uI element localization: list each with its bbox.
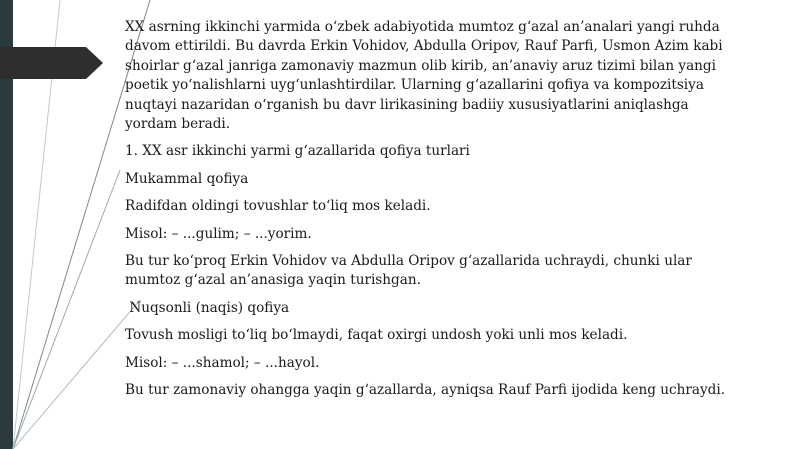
rhyme-example: Misol: – ...shamol; – ...hayol. <box>125 354 320 371</box>
intro-line: davom ettirildi. Bu davrda Erkin Vohidov, Abdulla Oripov, Rauf Parfi, Usmon Azim kabi <box>125 38 723 55</box>
note-line: Bu tur koʻproq Erkin Vohidov va Abdulla Oripov gʻazallarida uchraydi, chunki ular <box>125 253 692 270</box>
arrow-shape <box>0 47 103 79</box>
intro-paragraph <box>125 18 755 134</box>
rhyme-type-definition: Radifdan oldingi tovushlar toʻliq mos keladi. <box>125 198 431 215</box>
intro-line: XX asrning ikkinchi yarmida oʻzbek adabiyotida mumtoz gʻazal an’analari yangi ruhda <box>125 19 720 35</box>
intro-line: shoirlar gʻazal janriga zamonaviy mazmun olib kirib, an’anaviy aruz tizimi bilan yangi <box>125 57 716 74</box>
section-title: 1. XX asr ikkinchi yarmi gʻazallarida qofiya turlari <box>125 143 470 160</box>
slide-content <box>125 18 755 401</box>
rhyme-note: Bu tur zamonaviy ohangga yaqin gʻazallarda, ayniqsa Rauf Parfi ijodida keng uchraydi. <box>125 382 726 399</box>
intro-line: yordam beradi. <box>125 116 231 133</box>
intro-line: nuqtayi nazaridan oʻrganish bu davr lirikasining badiiy xususiyatlarini aniqlashga <box>125 96 689 113</box>
rhyme-example: Misol: – ...gulim; – ...yorim. <box>125 225 312 242</box>
deco-line-2 <box>13 170 120 449</box>
note-line: mumtoz gʻazal an’anasiga yaqin turishgan. <box>125 272 421 289</box>
rhyme-type-name: Nuqsonli (naqis) qofiya <box>125 299 290 316</box>
deco-line-4 <box>13 300 140 449</box>
rhyme-type-name: Mukammal qofiya <box>125 170 249 187</box>
rhyme-type-definition: Tovush mosligi toʻliq boʻlmaydi, faqat oxirgi undosh yoki unli mos keladi. <box>125 327 628 344</box>
rhyme-note <box>125 252 755 291</box>
intro-line: poetik yoʻnalishlarni uygʻunlashtirdilar. Ularning gʻazallarini qofiya va kompozitsiya <box>125 77 704 94</box>
